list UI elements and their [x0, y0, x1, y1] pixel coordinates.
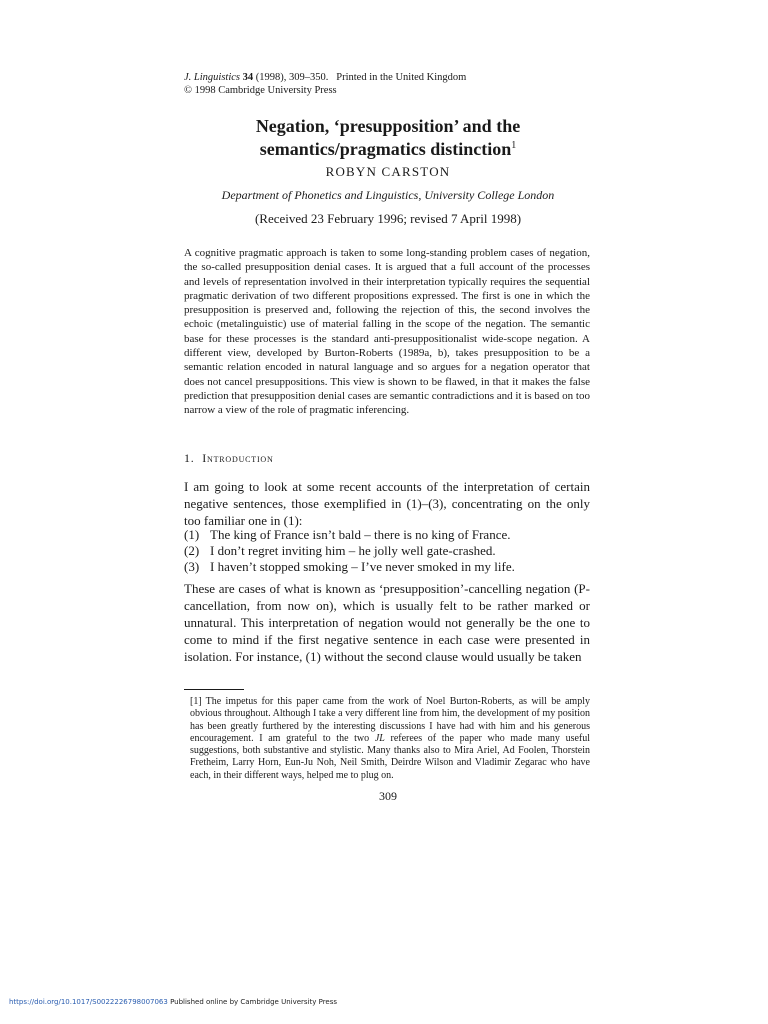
- citation-line: [184, 71, 466, 84]
- example-text: I haven’t stopped smoking – I’ve never smoked in my life.: [210, 559, 515, 574]
- footnote-number: [1]: [190, 696, 202, 707]
- example-item: [184, 527, 590, 543]
- footnote-text-b: referees of the paper who made many useful suggestions, both substantive and stylistic. Many thanks also to Mira Ariel, Ad Foolen, Thorstein Fretheim, Larry Horn, Eun-Ju Noh, Neil Smith, Deirdre Wilson and Vladimir Zegarac who have each, in their different ways, helped me to plug on.: [190, 732, 591, 781]
- example-number: (2): [184, 543, 200, 558]
- section-number: 1.: [184, 451, 195, 465]
- title-line-2-text: semantics/pragmatics distinction: [259, 139, 512, 159]
- example-item: [184, 559, 590, 575]
- footnote-text-a: The impetus for this paper came from the work of Noel Burton-Roberts, as will be amply obvious throughout. Although I take a very different line from him, the development of my position has been greatly furthered by the interesting discussions I have had with him and his generous encouragement. I am grateful to the two: [190, 696, 590, 744]
- printed-note: Printed in the United Kingdom: [336, 72, 467, 83]
- title-line-1: Negation, ‘presupposition’ and the: [255, 116, 521, 136]
- footnote-journal-abbrev: JL: [374, 732, 385, 744]
- abstract: A cognitive pragmatic approach is taken to some long-standing problem cases of negation, the so-called presupposition denial cases. It is argued that a full account of the processes and levels of representation involved in their interpretation typically requires the sequential pragmatic derivation of two different propositions expressed. The first is one in which the presupposition is preserved and, following the rejection of this, the second involves the echoic (metalinguistic) use of material falling in the scope of the negation. The semantic base for these processes is the standard anti-presuppositionalist wide-scope negation. A different view, developed by Burton-Roberts (1989a, b), takes presupposition to be a semantic relation encoded in natural language and so argues for a negation operator that does not cancel presuppositions. This view is shown to be flawed, in that it makes the false prediction that presupposition denial cases are semantic contradictions and it is based on too narrow a view of the role of pragmatic inferencing.: [184, 247, 590, 417]
- paper-title: [184, 117, 592, 159]
- doi-link[interactable]: https://doi.org/10.1017/S0022226798007063: [9, 998, 168, 1006]
- section-title: Introduction: [202, 451, 274, 465]
- example-item: [184, 543, 590, 559]
- example-text: I don’t regret inviting him – he jolly well gate-crashed.: [210, 543, 496, 558]
- example-list: [184, 527, 590, 575]
- author-name: ROBYN CARSTON: [325, 164, 451, 179]
- doi-footer: [9, 998, 337, 1006]
- body-paragraph-1: I am going to look at some recent accounts of the interpretation of certain negative sentences, those exemplified in (1)–(3), concentrating on the only too familiar one in (1):: [184, 479, 590, 528]
- author-affiliation: Department of Phonetics and Linguistics, University College London: [221, 188, 555, 202]
- body-paragraph-2: These are cases of what is known as ‘presupposition’-cancelling negation (P-cancellation, from now on), which is usually felt to be rather marked or unnatural. This interpretation of negation would not generally be the one to come to mind if the first negative sentence in each case were presented in isolation. For instance, (1) without the second clause would usually be taken: [184, 581, 590, 664]
- title-footnote-mark: 1: [511, 140, 517, 151]
- footnote-rule: [184, 689, 244, 690]
- example-text: The king of France isn’t bald – there is no king of France.: [210, 527, 511, 542]
- received-dates: (Received 23 February 1996; revised 7 April 1998): [254, 211, 522, 226]
- title-line-2: [184, 136, 592, 159]
- journal-header: [184, 71, 466, 97]
- journal-pages: (1998), 309–350.: [253, 72, 329, 83]
- footnote-1: [190, 696, 590, 782]
- page-number: 309: [379, 789, 397, 803]
- journal-name: J. Linguistics: [184, 72, 241, 83]
- journal-volume: 34: [242, 72, 254, 83]
- section-heading: [184, 451, 274, 466]
- example-number: (3): [184, 559, 200, 574]
- example-number: (1): [184, 527, 200, 542]
- copyright-line: © 1998 Cambridge University Press: [184, 85, 337, 96]
- published-online-note: Published online by Cambridge University Press: [167, 998, 338, 1006]
